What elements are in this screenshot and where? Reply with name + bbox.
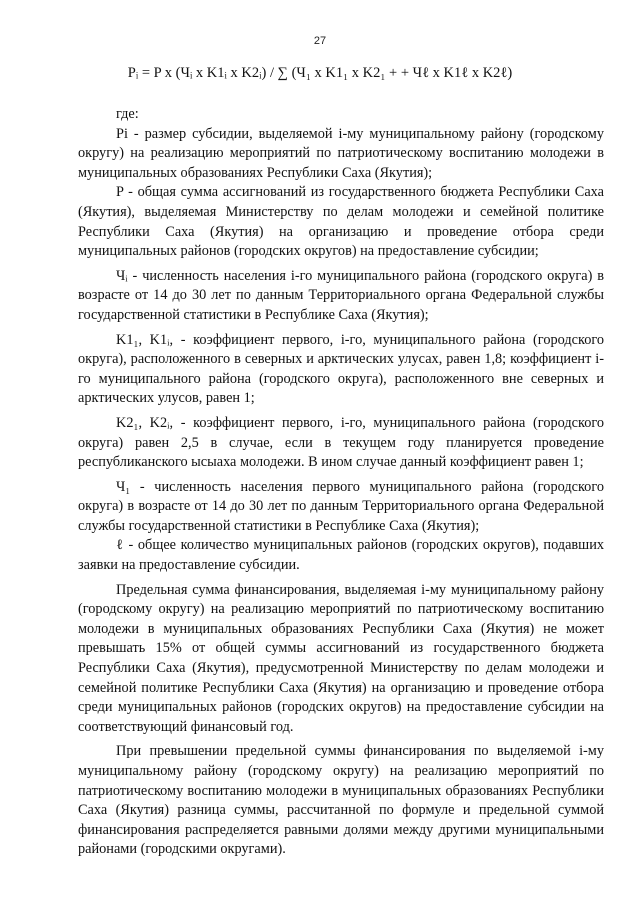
paragraph-ch1-definition: Ч₁ - численность населения первого муниципального района (городского округа) в возрасте от 14 до 30 лет по данным Территориального органа Федеральной службы государственной статистики в Республике Саха (Якутия); — [78, 478, 604, 534]
paragraph-p-definition: P - общая сумма ассигнований из государственного бюджета Республики Саха (Якутия), выделяемая Министерству по делам молодежи и семейной политике Республики Саха (Якутия) на организацию и проведение отбора среди муниципальных районов (городских округов) на предоставление субсидии; — [78, 184, 604, 260]
paragraph-excess-distribution: При превышении предельной суммы финансирования по выделяемой i-му муниципальному району (городскому округу) на реализацию мероприятий по патриотическому воспитанию молодежи в муниципальных образованиях Республики Саха (Якутия) разница суммы, рассчитанной по формуле и предельной суммой финансирования распределяется равными долями между другими муниципальными районами (городскими округами). — [78, 743, 604, 858]
paragraph-l-definition: ℓ - общее количество муниципальных районов (городских округов), подавших заявки на предоставление субсидии. — [78, 537, 604, 574]
paragraph-chi-definition: Чᵢ - численность населения i-го муниципального района (городского округа) в возрасте от 14 до 30 лет по данным Территориального органа Федеральной службы государственной статистики в Республике Саха (Якутия); — [78, 267, 604, 323]
paragraph-k1-definition: K1₁, K1ᵢ, - коэффициент первого, i-го, муниципального района (городского округа), расположенного в северных и арктических улусах, равен 1,8; коэффициент i-го муниципального района (городского округа), расположенного вне северных и арктических улусов, равен 1; — [78, 331, 604, 407]
page-number: 27 — [313, 35, 327, 47]
document-body — [78, 105, 604, 860]
paragraph-pi-definition: Pi - размер субсидии, выделяемой i-му муниципальному району (городскому округу) на реализацию мероприятий по патриотическому воспитанию молодежи в муниципальных образованиях Республики Саха (Якутия); — [78, 125, 604, 181]
paragraph-k2-definition: K2₁, K2ᵢ, - коэффициент первого, i-го, муниципального района (городского округа) равен 2,5 в случае, если в текущем году планируется проведение республиканского ысыаха молодежи. В ином случае данный коэффициент равен 1; — [78, 414, 604, 471]
paragraph-where: где: — [116, 106, 139, 122]
subsidy-formula: Pᵢ = P x (Чᵢ x K1ᵢ x K2ᵢ) / ∑ (Ч₁ x K1₁ x K2₁ + + Чℓ x K1ℓ x K2ℓ) — [127, 65, 513, 81]
paragraph-funding-limit: Предельная сумма финансирования, выделяемая i-му муниципальному району (городскому округу) на реализацию мероприятий по патриотическому воспитанию молодежи в муниципальных образованиях Республики Саха (Якутия) не может превышать 15% от общей суммы ассигнований из государственного бюджета Республики Саха (Якутия), предусмотренной Министерству по делам молодежи и семейной политике Республики Саха (Якутия) на организацию и проведение отбора среди муниципальных районов (городских округов) на предоставление субсидии на соответствующий финансовый год. — [78, 581, 604, 735]
